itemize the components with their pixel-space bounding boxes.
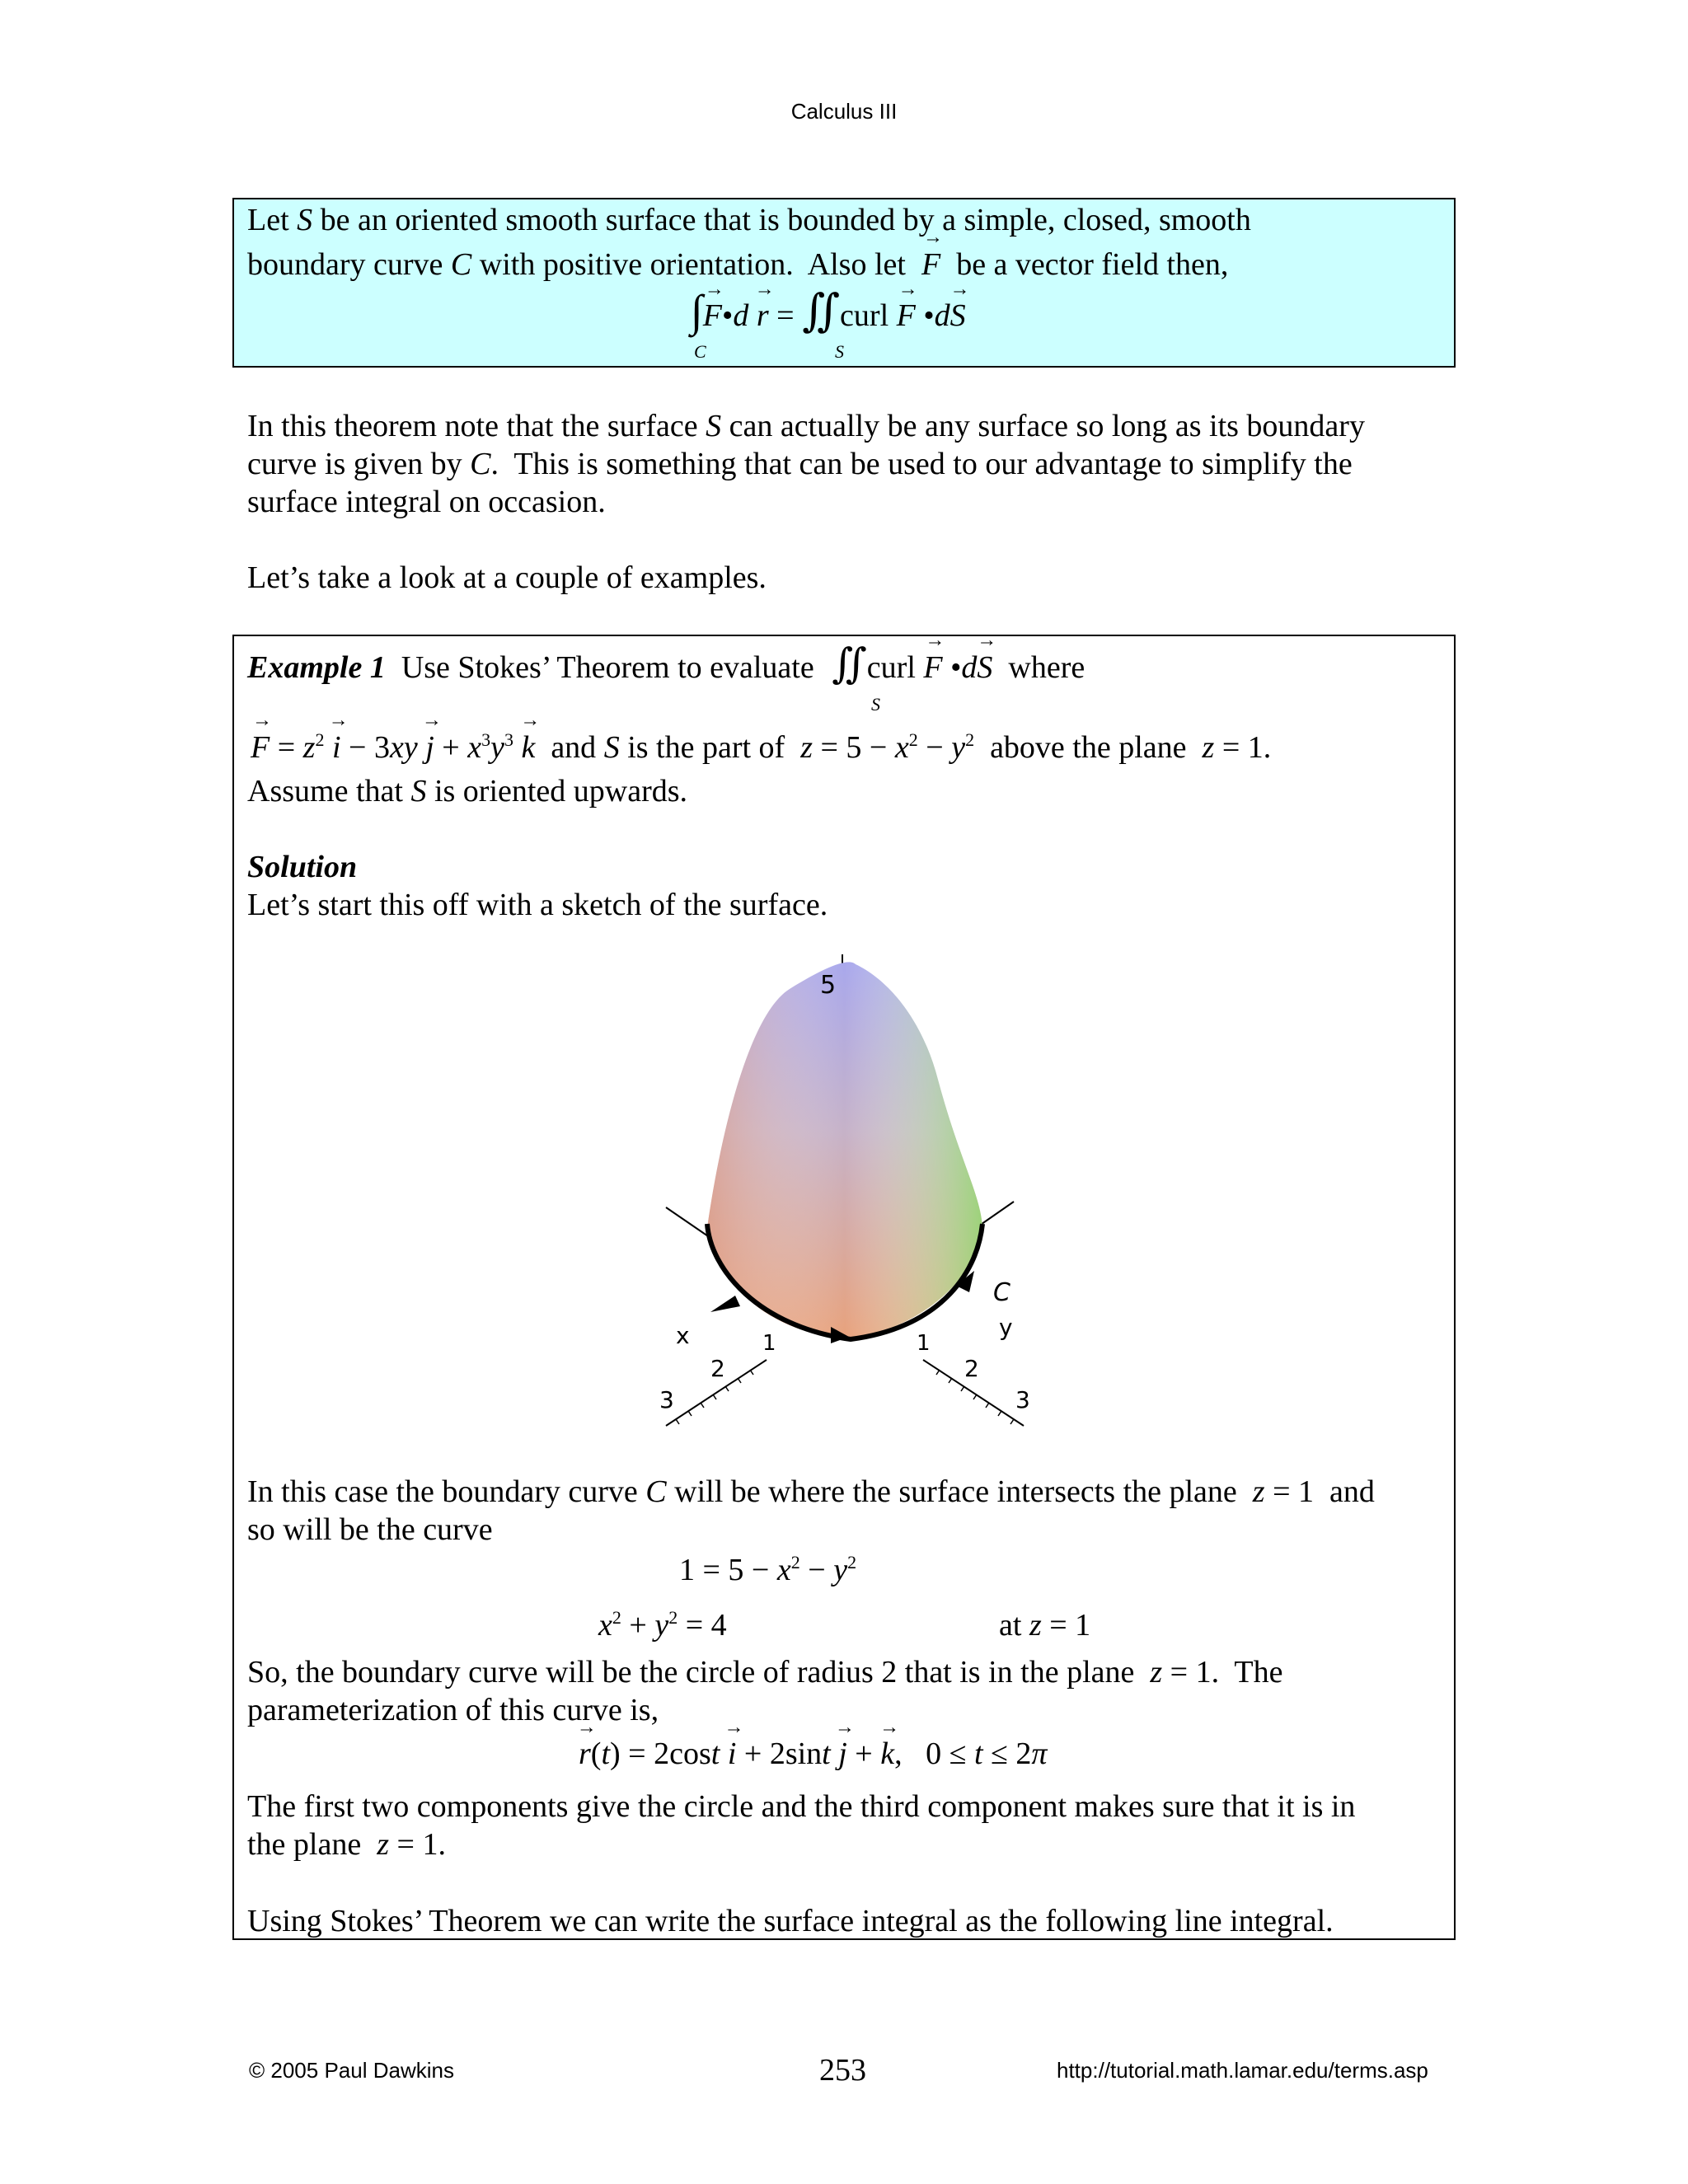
equation-2-right: at z = 1 [999, 1608, 1091, 1643]
example-where: where [1008, 650, 1085, 685]
example-integral-subscript: S [871, 694, 880, 715]
theorem-line-2: boundary curve C with positive orientation. Also let → F be a vector field then, [247, 246, 1228, 284]
example-statement-line-3: Assume that S is oriented upwards. [247, 774, 688, 808]
example-label: Example 1 [247, 650, 386, 685]
paragraph-a-line-1: In this case the boundary curve C will be where the surface intersects the plane z = 1 and [247, 1474, 1375, 1509]
paragraph-1-line-3: surface integral on occasion. [247, 485, 606, 519]
page-number: 253 [819, 2053, 866, 2088]
paragraph-1-line-2: curve is given by C. This is something that can be used to our advantage to simplify the [247, 447, 1353, 481]
z-tick-label: 5 [820, 971, 837, 1000]
x-tick-3: 3 [659, 1386, 674, 1413]
paragraph-b-line-1: So, the boundary curve will be the circle of radius 2 that is in the plane z = 1. The [247, 1655, 1283, 1690]
theorem-line-1: Let S be an oriented smooth surface that is bounded by a simple, closed, smooth [247, 203, 1251, 237]
curve-c-label: C [993, 1278, 1010, 1307]
x-axis-back [666, 1207, 710, 1238]
paragraph-a-line-2: so will be the curve [247, 1512, 493, 1547]
paragraph-b-line-2: parameterization of this curve is, [247, 1693, 659, 1727]
y-tick-3: 3 [1015, 1386, 1030, 1413]
footer-copyright: © 2005 Paul Dawkins [249, 2058, 454, 2083]
integral-subscript-c: C [694, 341, 706, 362]
page-header: Calculus III [790, 99, 898, 124]
paragraph-2: Let’s take a look at a couple of examples. [247, 560, 767, 595]
x-axis-label: x [676, 1322, 690, 1349]
paragraph-c-line-2: the plane z = 1. [247, 1827, 446, 1862]
x-tick-2: 2 [710, 1355, 725, 1382]
solution-label: Solution [247, 850, 358, 884]
example-statement-line-2: → $F = z^2 \to i - 3xy \to j + x^3y^3 \to k$ and S is the part of $z = 5 - x^2 - y^2$ above the plane z = 1. [251, 729, 1271, 766]
sketch-intro: Let’s start this off with a sketch of the surface. [247, 888, 828, 922]
y-axis-label: y [999, 1314, 1013, 1341]
paragraph-d: Using Stokes’ Theorem we can write the surface integral as the following line integral. [247, 1904, 1334, 1938]
stokes-formula: ∫→ F•d → r = ∬curl → F •d→ S [691, 284, 966, 336]
paraboloid-figure [643, 940, 1055, 1434]
example-intro: Use Stokes’ Theorem to evaluate [401, 650, 814, 685]
paragraph-c-line-1: The first two components give the circle and the third component makes sure that it is in [247, 1789, 1356, 1824]
axis-ticks [676, 1370, 1014, 1424]
y-tick-1: 1 [917, 1331, 931, 1356]
paragraph-1-line-1: In this theorem note that the surface S can actually be any surface so long as its boundary [247, 409, 1365, 443]
integral-subscript-s: S [835, 341, 844, 362]
paraboloid-shading [707, 962, 982, 1339]
x-tick-1: 1 [762, 1331, 776, 1356]
equation-1: $1 = 5 - x^2 - y^2$ [679, 1552, 857, 1587]
example-statement-line-1: Example 1 Use Stokes’ Theorem to evaluate ∬curl → F •d→ S where [247, 644, 1085, 687]
y-tick-2: 2 [964, 1355, 979, 1382]
parameterization-equation: → r(t) = 2cost → i + 2sint → j + → k, 0 ≤ t ≤ 2π [579, 1736, 1047, 1772]
footer-url: http://tutorial.math.lamar.edu/terms.asp [1057, 2058, 1428, 2083]
equation-2-left: $x^2 + y^2 = 4$ [598, 1607, 727, 1643]
